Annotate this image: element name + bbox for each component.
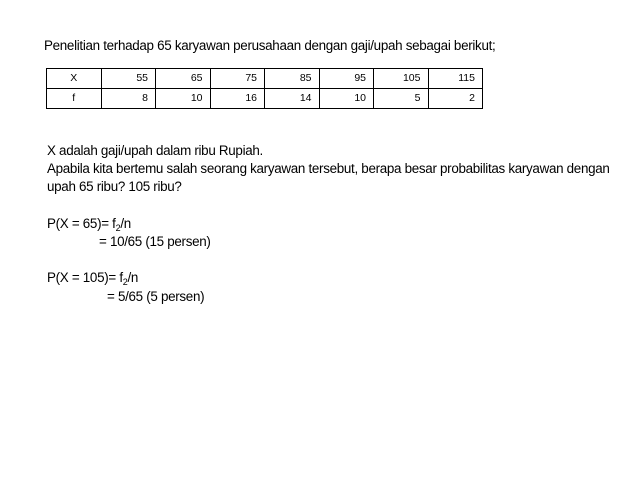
- x-value-cell: 75: [210, 69, 265, 89]
- frequency-table: [46, 68, 483, 109]
- explanation-block: [47, 142, 610, 306]
- x-label-cell: X: [47, 69, 102, 89]
- question-line: Apabila kita bertemu salah seorang karyawan tersebut, berapa besar probabilitas karyawan dengan: [47, 161, 610, 177]
- definition-line: X adalah gaji/upah dalam ribu Rupiah.: [47, 143, 263, 158]
- calc1-result: = 10/65 (15 persen): [99, 233, 211, 249]
- x-value-cell: 65: [156, 69, 211, 89]
- f-value-cell: 5: [374, 89, 429, 109]
- f-label-cell: f: [47, 89, 102, 109]
- f-value-cell: 2: [428, 89, 483, 109]
- x-value-cell: 95: [319, 69, 374, 89]
- calc2-subscript: 2: [122, 277, 128, 288]
- x-row: [47, 69, 483, 89]
- intro-text: Penelitian terhadap 65 karyawan perusahaan dengan gaji/upah sebagai berikut;: [44, 38, 496, 53]
- calc1-formula: [47, 215, 610, 233]
- calc2-lhs: P(X = 105)= f: [47, 270, 123, 286]
- calc1-subscript: 2: [115, 222, 121, 233]
- f-row: [47, 89, 483, 109]
- calc1-lhs: P(X = 65)= f: [47, 215, 116, 231]
- x-value-cell: 55: [101, 69, 156, 89]
- f-value-cell: 10: [156, 89, 211, 109]
- calc2-result: = 5/65 (5 persen): [107, 288, 205, 304]
- f-value-cell: 16: [210, 89, 265, 109]
- calc2-rhs: /n: [127, 270, 139, 286]
- x-value-cell: 85: [265, 69, 320, 89]
- f-value-cell: 10: [319, 89, 374, 109]
- x-value-cell: 105: [374, 69, 429, 89]
- f-value-cell: 14: [265, 89, 320, 109]
- f-value-cell: 8: [101, 89, 156, 109]
- question-line-cont: upah 65 ribu? 105 ribu?: [47, 179, 182, 195]
- calc1-rhs: /n: [120, 215, 131, 231]
- x-value-cell: 115: [428, 69, 483, 89]
- calc2-formula: [47, 269, 610, 287]
